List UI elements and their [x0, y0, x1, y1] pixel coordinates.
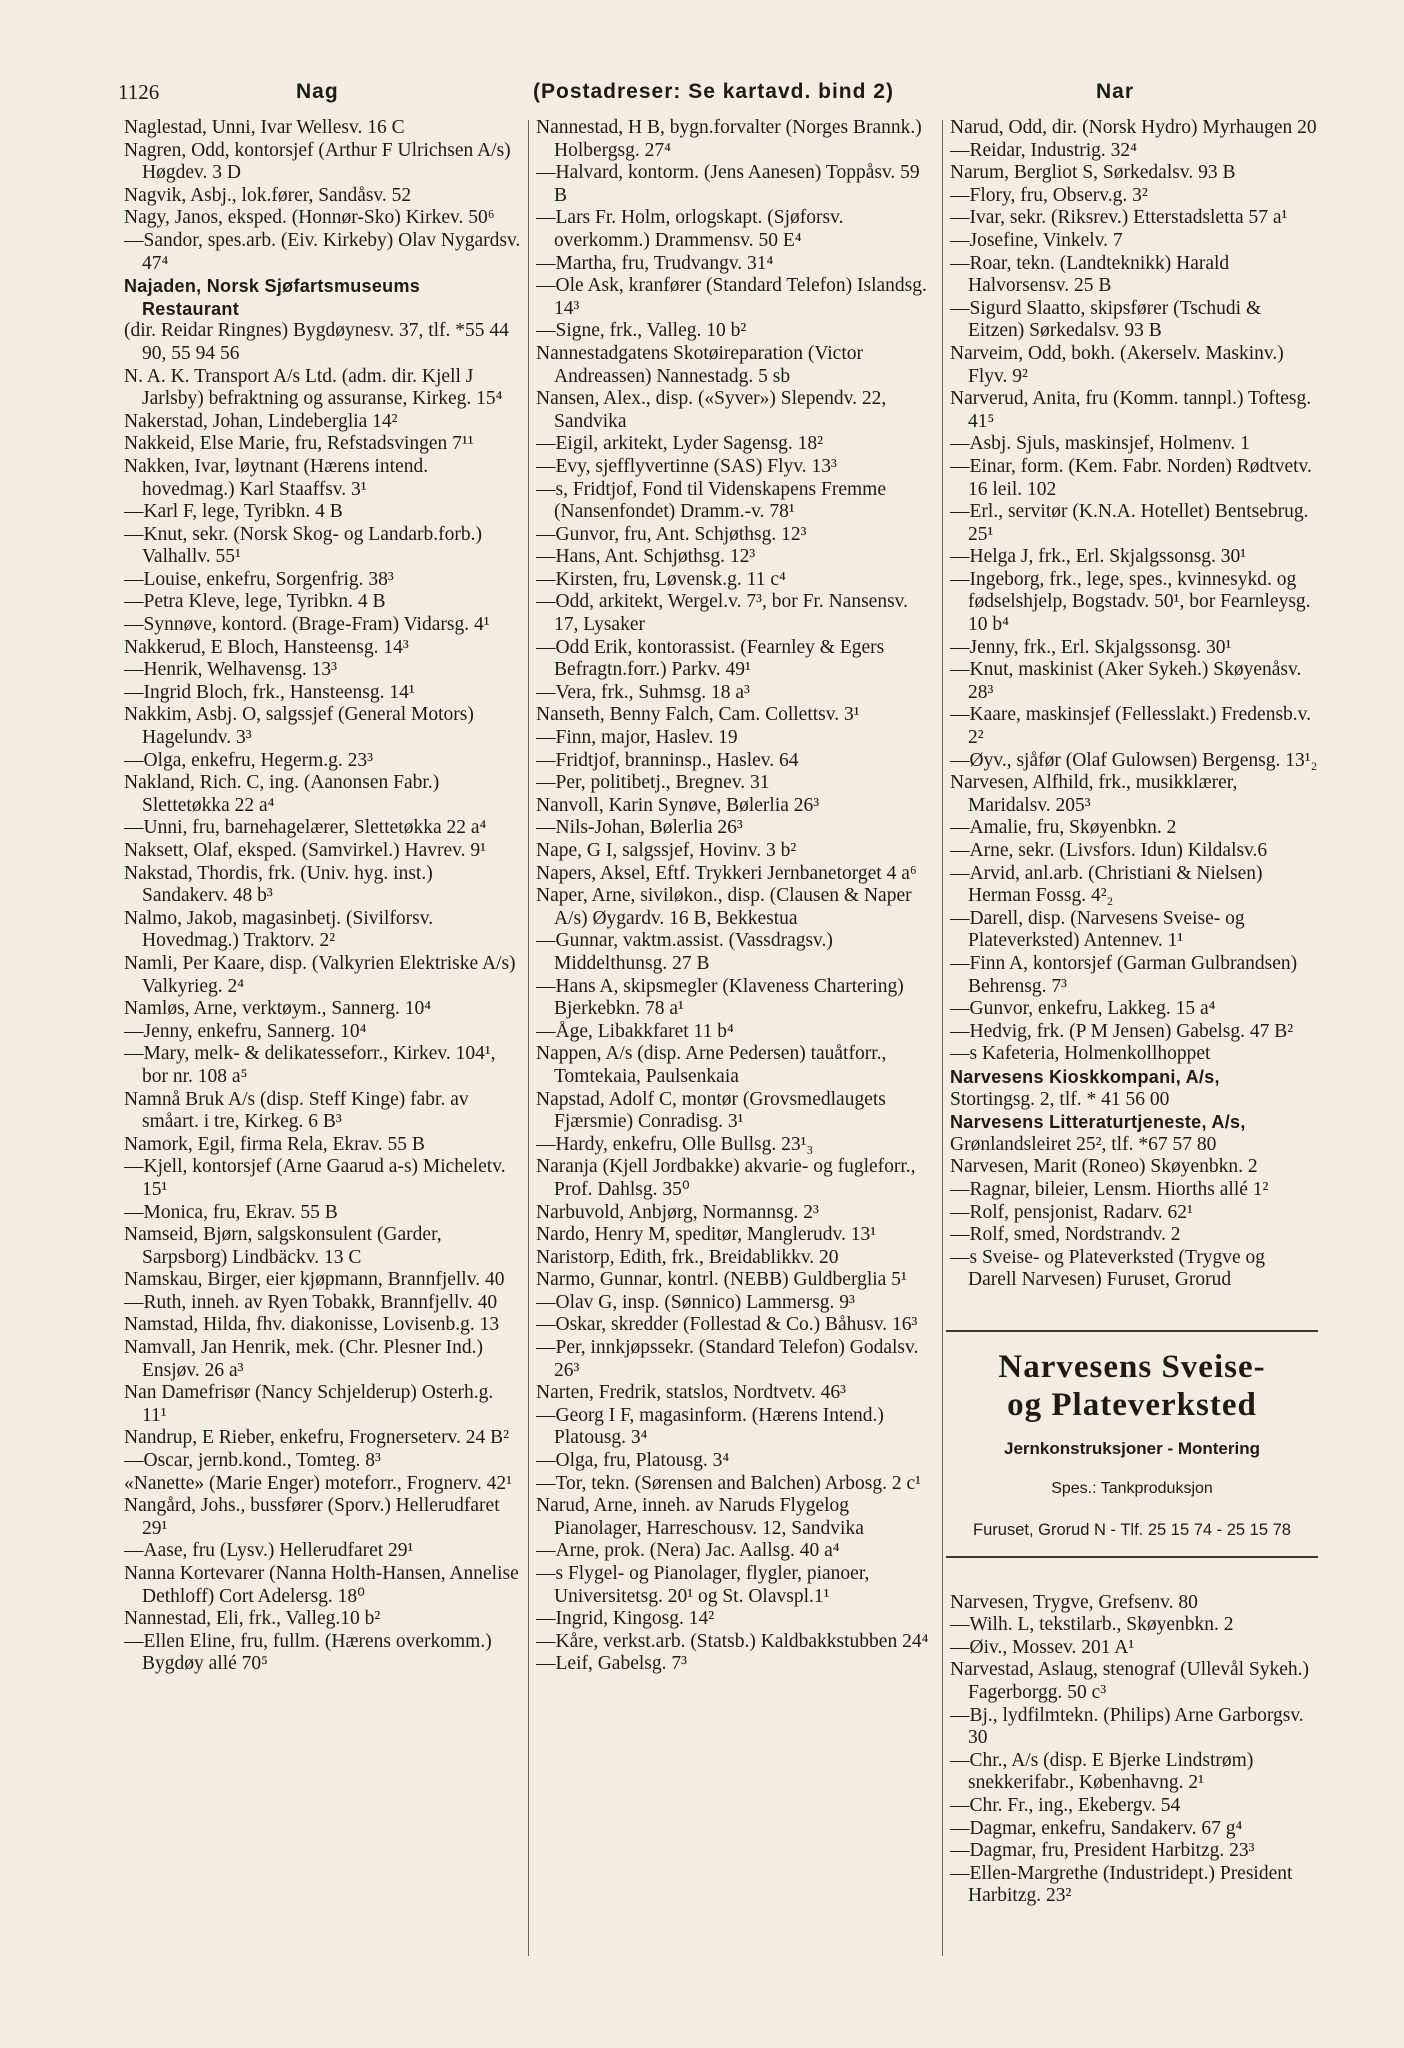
directory-entry: —Helga J, frk., Erl. Skjalgssonsg. 30¹ [950, 546, 1247, 568]
directory-entry: Nakkerud, E Bloch, Hansteensg. 14³ [124, 636, 409, 658]
directory-entry: Nakstad, Thordis, frk. (Univ. hyg. inst.) Sandakerv. 48 b³ [124, 862, 433, 907]
directory-entry: —Hans, Ant. Schjøthsg. 12³ [536, 546, 756, 568]
directory-entry: Namvall, Jan Henrik, mek. (Chr. Plesner Ind.) Ensjøv. 26 a³ [124, 1337, 484, 1381]
directory-entry: —Rolf, smed, Nordstrandv. 2 [950, 1224, 1181, 1246]
directory-entry: Nagy, Janos, eksped. (Honnør-Sko) Kirkev. 50⁶ [124, 207, 495, 229]
directory-entry: Nansen, Alex., disp. («Syver») Slependv. 22, Sandvika [536, 388, 887, 432]
directory-entry: —Darell, disp. (Narvesens Sveise- og Plateverksted) Antennev. 1¹ [950, 907, 1245, 952]
directory-entry: Naper, Arne, siviløkon., disp. (Clausen & Naper A/s) Øygardv. 16 B, Bekkestua [536, 885, 912, 929]
directory-entry: Namnå Bruk A/s (disp. Steff Kinge) fabr. av småart. i tre, Kirkeg. 6 B³ [124, 1088, 469, 1133]
column-3-entries [950, 117, 1318, 1292]
directory-entry: Nannestad, Eli, frk., Valleg.10 b² [124, 1608, 381, 1630]
directory-entry: —Dagmar, fru, President Harbitzg. 23³ [950, 1840, 1255, 1862]
directory-entry: —Knut, sekr. (Norsk Skog- og Landarb.forb.) Valhallv. 55¹ [124, 523, 482, 568]
header-postal-note: (Postadreser: Se kartavd. bind 2) [533, 80, 894, 103]
directory-entry: Nagvik, Asbj., lok.fører, Sandåsv. 52 [124, 184, 412, 206]
directory-entry: Nakken, Ivar, løytnant (Hærens intend. hovedmag.) Karl Staaffsv. 3¹ [124, 455, 429, 500]
directory-entry: —s Kafeteria, Holmenkollhoppet [950, 1043, 1211, 1065]
column-1 [124, 117, 522, 1676]
directory-entry: —Bj., lydfilmtekn. (Philips) Arne Garborgsv. 30 [950, 1704, 1304, 1749]
directory-entry: Namskau, Birger, eier kjøpmann, Brannfjellv. 40 [124, 1269, 505, 1291]
directory-entry: —Karl F, lege, Tyribkn. 4 B [124, 501, 343, 523]
column-divider [942, 120, 943, 1956]
directory-entry: —Evy, sjefflyvertinne (SAS) Flyv. 13³ [536, 455, 837, 477]
directory-entry: Stortingsg. 2, tlf. * 41 56 00 [950, 1088, 1170, 1110]
directory-entry: Nardo, Henry M, speditør, Manglerudv. 13¹ [536, 1224, 877, 1246]
directory-entry: —Vera, frk., Suhmsg. 18 a³ [536, 681, 750, 703]
directory-entry: —Eigil, arkitekt, Lyder Sagensg. 18² [536, 433, 823, 455]
directory-entry: Namork, Egil, firma Rela, Ekrav. 55 B [124, 1133, 425, 1155]
directory-entry: —Oscar, jernb.kond., Tomteg. 8³ [124, 1450, 381, 1472]
directory-entry: —Sigurd Slaatto, skipsfører (Tschudi & Eitzen) Sørkedalsv. 93 B [950, 297, 1262, 342]
directory-entry: «Nanette» (Marie Enger) moteforr., Frognerv. 42¹ [124, 1472, 512, 1494]
directory-entry: Narud, Odd, dir. (Norsk Hydro) Myrhaugen 20 [950, 117, 1317, 138]
directory-entry: Nandrup, E Rieber, enkefru, Frognerseterv. 24 B² [124, 1427, 510, 1449]
directory-entry: Naksett, Olaf, eksped. (Samvirkel.) Havrev. 9¹ [124, 840, 486, 861]
directory-entry: —Odd, arkitekt, Wergel.v. 7³, bor Fr. Nansensv. 17, Lysaker [536, 591, 909, 636]
directory-entry: Nape, G I, salgssjef, Hovinv. 3 b² [536, 840, 797, 861]
directory-entry: Najaden, Norsk Sjøfartsmuseums Restaurant [124, 276, 421, 319]
directory-entry: —Olga, fru, Platousg. 3⁴ [536, 1450, 730, 1472]
directory-entry: Narvesens Litteraturtjeneste, A/s, [950, 1112, 1246, 1133]
directory-entry: —Louise, enkefru, Sorgenfrig. 38³ [124, 568, 394, 590]
directory-entry: —Arne, sekr. (Livsfors. Idun) Kildalsv.6 [950, 840, 1268, 861]
directory-entry: —Oskar, skredder (Follestad & Co.) Båhusv. 16³ [536, 1314, 918, 1336]
directory-entry: —Åge, Libakkfaret 11 b⁴ [536, 1020, 734, 1042]
directory-entry: —Ingrid, Kingosg. 14² [536, 1608, 715, 1630]
directory-entry: —Einar, form. (Kem. Fabr. Norden) Rødtvetv. 16 leil. 102 [950, 455, 1312, 500]
directory-entry: —Halvard, kontorm. (Jens Aanesen) Toppåsv. 59 B [536, 162, 920, 206]
directory-entry: —Lars Fr. Holm, orlogskapt. (Sjøforsv. overkomm.) Drammensv. 50 E⁴ [536, 207, 844, 251]
directory-entry: —Chr. Fr., ing., Ekebergv. 54 [950, 1795, 1181, 1816]
directory-entry: Nappen, A/s (disp. Arne Pedersen) tauåtforr., Tomtekaia, Paulsenkaia [536, 1043, 887, 1087]
directory-entry: Narud, Arne, inneh. av Naruds Flygelog Pianolager, Harreschousv. 12, Sandvika [536, 1495, 864, 1539]
column-3-entries-after-ad [950, 1592, 1318, 1908]
column-3 [950, 117, 1318, 1908]
directory-entry: Namløs, Arne, verktøym., Sannerg. 10⁴ [124, 998, 432, 1020]
directory-entry: —s, Fridtjof, Fond til Videnskapens Fremme (Nansenfondet) Dramm.-v. 78¹ [536, 478, 887, 523]
directory-entry: —Erl., servitør (K.N.A. Hotellet) Bentsebrug. 25¹ [950, 501, 1309, 545]
directory-entry: —Per, politibetj., Bregnev. 31 [536, 772, 770, 794]
directory-entry: —Jenny, frk., Erl. Skjalgssonsg. 30¹ [950, 636, 1232, 658]
directory-entry: —Reidar, Industrig. 32⁴ [950, 139, 1137, 161]
ad-specialty: Spes.: Tankproduksjon [1051, 1480, 1213, 1498]
directory-entry: Narten, Fredrik, statslos, Nordtvetv. 46³ [536, 1382, 847, 1404]
directory-entry: —Per, innkjøpssekr. (Standard Telefon) Godalsv. 26³ [536, 1337, 919, 1381]
directory-entry: —Ellen-Margrethe (Industridept.) President Harbitzg. 23² [950, 1862, 1293, 1907]
directory-entry: —Tor, tekn. (Sørensen and Balchen) Arbosg. 2 c¹ [536, 1472, 921, 1494]
directory-entry: Nanvoll, Karin Synøve, Bølerlia 26³ [536, 794, 820, 816]
directory-entry: —Sandor, spes.arb. (Eiv. Kirkeby) Olav Nygardsv. 47⁴ [124, 229, 521, 274]
directory-entry: Grønlandsleiret 25², tlf. *67 57 80 [950, 1133, 1217, 1155]
directory-entry: —Nils-Johan, Bølerlia 26³ [536, 817, 743, 839]
directory-entry: —Gunvor, fru, Ant. Schjøthsg. 12³ [536, 523, 807, 545]
directory-entry: —Jenny, enkefru, Sannerg. 10⁴ [124, 1020, 367, 1042]
directory-entry: Nakkeid, Else Marie, fru, Refstadsvingen 7¹¹ [124, 433, 474, 455]
directory-entry: Narum, Bergliot S, Sørkedalsv. 93 B [950, 162, 1236, 184]
advertisement-box [946, 1330, 1318, 1558]
directory-entry: Nakerstad, Johan, Lindeberglia 14² [124, 410, 398, 432]
directory-entry: —Ellen Eline, fru, fullm. (Hærens overkomm.) Bygdøy allé 70⁵ [124, 1630, 492, 1675]
directory-entry: —Arvid, anl.arb. (Christiani & Nielsen) Herman Fossg. 4²₂ [950, 862, 1263, 907]
directory-entry: —Henrik, Welhavensg. 13³ [124, 659, 337, 681]
directory-entry: —Finn, major, Haslev. 19 [536, 727, 738, 749]
directory-entry: —Olav G, insp. (Sønnico) Lammersg. 9³ [536, 1291, 855, 1313]
directory-entry: Namli, Per Kaare, disp. (Valkyrien Elektriske A/s) Valkyrieg. 2⁴ [124, 952, 516, 997]
ad-subtitle: Jernkonstruksjoner - Montering [1004, 1438, 1260, 1458]
column-divider [528, 120, 529, 1956]
directory-entry: —Wilh. L, tekstilarb., Skøyenbkn. 2 [950, 1614, 1234, 1636]
directory-entry: —Gunnar, vaktm.assist. (Vassdragsv.) Middelthunsg. 27 B [536, 930, 833, 974]
directory-entry: Narvestad, Aslaug, stenograf (Ullevål Sykeh.) Fagerborgg. 50 c³ [950, 1659, 1310, 1704]
directory-entry: Narmo, Gunnar, kontrl. (NEBB) Guldberglia 5¹ [536, 1269, 907, 1291]
directory-entry: —Kaare, maskinsjef (Fellesslakt.) Fredensb.v. 2² [950, 704, 1312, 749]
directory-entry: —Ole Ask, kranfører (Standard Telefon) Islandsg. 14³ [536, 275, 927, 319]
directory-entry: —Ragnar, bileier, Lensm. Hiorths allé 1² [950, 1178, 1269, 1200]
header-right-keyword: Nar [1096, 80, 1135, 103]
directory-entry: Narvesen, Marit (Roneo) Skøyenbkn. 2 [950, 1156, 1258, 1178]
page-header [118, 80, 1322, 112]
directory-entry: N. A. K. Transport A/s Ltd. (adm. dir. Kjell J Jarlsby) befraktning og assuranse, Kirkeg. 15⁴ [124, 365, 503, 410]
directory-entry: (dir. Reidar Ringnes) Bygdøynesv. 37, tlf. *55 44 90, 55 94 56 [124, 320, 509, 364]
directory-entry: —Aase, fru (Lysv.) Hellerudfaret 29¹ [124, 1540, 414, 1562]
directory-entry: —Unni, fru, barnehagelærer, Slettetøkka 22 a⁴ [124, 817, 487, 839]
directory-entry: —Dagmar, enkefru, Sandakerv. 67 g⁴ [950, 1817, 1243, 1839]
directory-entry: —Chr., A/s (disp. E Bjerke Lindstrøm) snekkerifabr., Københavng. 2¹ [950, 1749, 1254, 1794]
directory-entry: —Roar, tekn. (Landteknikk) Harald Halvorsensv. 25 B [950, 252, 1230, 297]
directory-entry: Narvesen, Trygve, Grefsenv. 80 [950, 1591, 1198, 1613]
directory-entry: —Asbj. Sjuls, maskinsjef, Holmenv. 1 [950, 433, 1250, 455]
directory-entry: Nanna Kortevarer (Nanna Holth-Hansen, Annelise Dethloff) Cort Adelersg. 18⁰ [124, 1563, 519, 1607]
directory-entry: Narbuvold, Anbjørg, Normannsg. 2³ [536, 1201, 819, 1223]
directory-entry: Nakkim, Asbj. O, salgssjef (General Motors) Hagelundv. 3³ [124, 704, 474, 749]
directory-entry: Nagren, Odd, kontorsjef (Arthur F Ulrichsen A/s) Høgdev. 3 D [124, 139, 511, 184]
directory-entry: Nalmo, Jakob, magasinbetj. (Sivilforsv. Hovedmag.) Traktorv. 2² [124, 907, 434, 952]
directory-entry: Naristorp, Edith, frk., Breidablikkv. 20 [536, 1246, 839, 1268]
directory-entry: —Flory, fru, Observ.g. 3² [950, 184, 1148, 206]
directory-entry: —Øiv., Mossev. 201 A¹ [950, 1636, 1135, 1658]
directory-entry: Narvesen, Alfhild, frk., musikklærer, Maridalsv. 205³ [950, 772, 1238, 816]
directory-entry: —s Flygel- og Pianolager, flygler, pianoer, Universitetsg. 20¹ og St. Olavspl.1¹ [536, 1563, 870, 1607]
directory-entry: Nangård, Johs., bussfører (Sporv.) Hellerudfaret 29¹ [124, 1495, 500, 1539]
directory-entry: Naglestad, Unni, Ivar Wellesv. 16 C [124, 117, 405, 138]
directory-entry: —Signe, frk., Valleg. 10 b² [536, 320, 747, 342]
directory-entry: Napstad, Adolf C, montør (Grovsmedlaugets Fjærsmie) Conradisg. 3¹ [536, 1088, 886, 1133]
directory-entry: —Hardy, enkefru, Olle Bullsg. 23¹₃ [536, 1133, 814, 1155]
directory-entry: —Leif, Gabelsg. 7³ [536, 1653, 687, 1675]
directory-entry: —Ruth, inneh. av Ryen Tobakk, Brannfjellv. 40 [124, 1291, 498, 1313]
page-number: 1126 [118, 80, 160, 104]
directory-entry: —Georg I F, magasinform. (Hærens Intend.) Platousg. 3⁴ [536, 1404, 884, 1449]
directory-entry: —Petra Kleve, lege, Tyribkn. 4 B [124, 591, 386, 613]
directory-entry: —Monica, fru, Ekrav. 55 B [124, 1201, 338, 1223]
directory-entry: —Josefine, Vinkelv. 7 [950, 229, 1123, 251]
directory-entry: —Synnøve, kontord. (Brage-Fram) Vidarsg. 4¹ [124, 614, 490, 636]
directory-entry: —Odd Erik, kontorassist. (Fearnley & Egers Befragtn.forr.) Parkv. 49¹ [536, 636, 885, 681]
directory-entry: —Kåre, verkst.arb. (Statsb.) Kaldbakkstubben 24⁴ [536, 1630, 929, 1652]
directory-entry: Narvesens Kioskkompani, A/s, [950, 1066, 1220, 1087]
directory-entry: —Olga, enkefru, Hegerm.g. 23³ [124, 749, 373, 771]
ad-address: Furuset, Grorud N - Tlf. 25 15 74 - 25 15 78 [973, 1521, 1291, 1540]
ad-title-line-1: Narvesens Sveise- [998, 1348, 1266, 1385]
directory-entry: Narveim, Odd, bokh. (Akerselv. Maskinv.) Flyv. 9² [950, 342, 1284, 387]
directory-entry: Namstad, Hilda, fhv. diakonisse, Lovisenb.g. 13 [124, 1314, 500, 1336]
directory-entry: —Mary, melk- & delikatesseforr., Kirkev. 104¹, bor nr. 108 a⁵ [124, 1043, 496, 1087]
directory-entry: —Amalie, fru, Skøyenbkn. 2 [950, 817, 1177, 839]
header-left-keyword: Nag [296, 80, 339, 103]
directory-entry: —Finn A, kontorsjef (Garman Gulbrandsen) Behrensg. 7³ [950, 952, 1298, 997]
directory-page [118, 70, 1322, 2020]
directory-entry: —Rolf, pensjonist, Radarv. 62¹ [950, 1201, 1193, 1223]
directory-entry: —Arne, prok. (Nera) Jac. Aallsg. 40 a⁴ [536, 1540, 840, 1562]
directory-entry: —Knut, maskinist (Aker Sykeh.) Skøyenåsv. 28³ [950, 659, 1302, 703]
directory-entry: Nakland, Rich. C, ing. (Aanonsen Fabr.) Slettetøkka 22 a⁴ [124, 772, 440, 816]
directory-entry: —Hans A, skipsmegler (Klaveness Chartering) Bjerkebkn. 78 a¹ [536, 975, 904, 1020]
directory-entry: —Gunvor, enkefru, Lakkeg. 15 a⁴ [950, 998, 1216, 1020]
directory-entry: Nan Damefrisør (Nancy Schjelderup) Osterh.g. 11¹ [124, 1382, 494, 1426]
directory-entry: Nannestad, H B, bygn.forvalter (Norges Brannk.) Holbergsg. 27⁴ [536, 117, 922, 161]
directory-entry: —Ivar, sekr. (Riksrev.) Etterstadsletta 57 a¹ [950, 207, 1288, 229]
directory-entry: Napers, Aksel, Eftf. Trykkeri Jernbanetorget 4 a⁶ [536, 862, 917, 884]
directory-entry: Nanseth, Benny Falch, Cam. Collettsv. 3¹ [536, 704, 860, 726]
directory-entry: —Øyv., sjåfør (Olaf Gulowsen) Bergensg. 13¹₂ [950, 749, 1318, 771]
directory-entry: Namseid, Bjørn, salgskonsulent (Garder, Sarpsborg) Lindbäckv. 13 C [124, 1224, 442, 1268]
directory-entry: —Fridtjof, branninsp., Haslev. 64 [536, 749, 799, 771]
directory-entry: —Kjell, kontorsjef (Arne Gaarud a-s) Micheletv. 15¹ [124, 1156, 506, 1200]
directory-entry: —s Sveise- og Plateverksted (Trygve og Darell Narvesen) Furuset, Grorud [950, 1246, 1266, 1291]
directory-entry: —Ingeborg, frk., lege, spes., kvinnesykd. og fødselshjelp, Bogstadv. 50¹, bor Fearnleysg. 10 b⁴ [950, 568, 1311, 636]
directory-entry: —Martha, fru, Trudvangv. 31⁴ [536, 252, 774, 274]
column-2 [536, 117, 931, 1676]
directory-entry: —Ingrid Bloch, frk., Hansteensg. 14¹ [124, 681, 415, 703]
directory-entry: Naranja (Kjell Jordbakke) akvarie- og fugleforr., Prof. Dahlsg. 35⁰ [536, 1156, 916, 1200]
directory-entry: Narverud, Anita, fru (Komm. tannpl.) Toftesg. 41⁵ [950, 388, 1312, 432]
directory-entry: —Hedvig, frk. (P M Jensen) Gabelsg. 47 B² [950, 1020, 1294, 1042]
directory-entry: Nannestadgatens Skotøireparation (Victor Andreassen) Nannestadg. 5 sb [536, 342, 863, 387]
ad-title-line-2: og Plateverksted [1007, 1386, 1257, 1423]
directory-entry: —Kirsten, fru, Løvensk.g. 11 c⁴ [536, 568, 786, 590]
